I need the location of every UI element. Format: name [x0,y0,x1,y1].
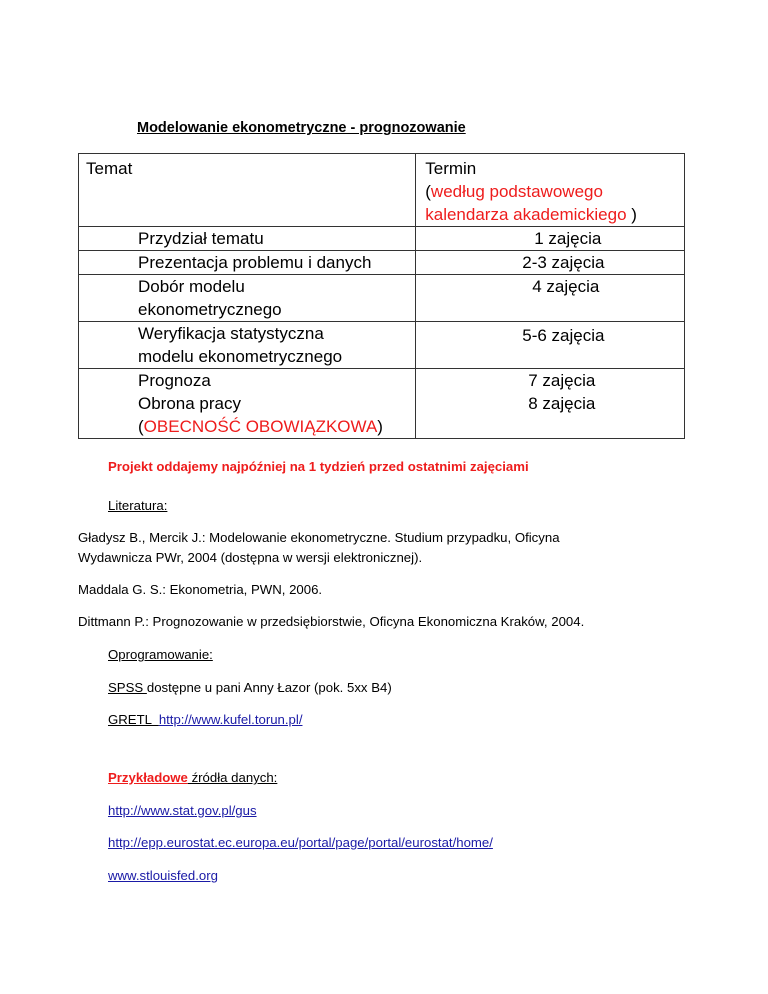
reference-1-line-2: Wydawnicza PWr, 2004 (dostępna w wersji elektronicznej). [78,550,423,565]
column-header-topic: Temat [86,159,133,178]
software-heading: Oprogramowanie: [108,647,213,662]
spss-description: dostępne u pani Anny Łazor (pok. 5xx B4) [146,680,392,695]
page-title: Modelowanie ekonometryczne - prognozowanie [137,120,466,136]
reference-3: Dittmann P.: Prognozowanie w przedsiębiorstwie, Oficyna Ekonomiczna Kraków, 2004. [78,614,585,629]
term-cell: 7 zajęcia 8 zajęcia [528,371,596,413]
literature-heading: Literatura: [108,498,168,513]
reference-2: Maddala G. S.: Ekonometria, PWN, 2006. [78,582,323,597]
deadline-note: Projekt oddajemy najpóźniej na 1 tydzień przed ostatnimi zajęciami [108,459,529,474]
software-gretl [108,712,302,727]
table-row [79,227,685,251]
spss-name: SPSS [108,680,147,695]
term-cell: 5-6 zajęcia [522,326,605,345]
topic-cell: Dobór modelu ekonometrycznego [138,277,282,319]
data-source-link-stlouisfed[interactable]: www.stlouisfed.org [108,868,218,883]
table-header-row [79,154,685,227]
column-header-term: Termin (według podstawowego kalendarza akademickiego ) [425,159,637,224]
term-cell: 2-3 zajęcia [522,253,605,272]
data-source-link-gus[interactable]: http://www.stat.gov.pl/gus [108,803,257,818]
table-row [79,251,685,275]
gretl-link[interactable]: http://www.kufel.torun.pl/ [158,712,303,727]
software-spss [108,680,392,695]
gretl-name: GRETL [108,712,159,727]
topic-cell: Prezentacja problemu i danych [138,253,372,272]
topic-cell: Weryfikacja statystyczna modelu ekonometrycznego [138,324,343,366]
table-row [79,275,685,322]
schedule-table [78,153,685,439]
data-sources-heading: Przykładowe źródła danych: [108,770,278,785]
data-source-link-eurostat[interactable]: http://epp.eurostat.ec.europa.eu/portal/page/portal/eurostat/home/ [108,835,493,850]
term-cell: 4 zajęcia [532,277,600,296]
topic-cell: Przydział tematu [138,229,264,248]
table-row [79,369,685,439]
table-row [79,322,685,369]
topic-cell: Prognoza Obrona pracy (OBECNOŚĆ OBOWIĄZKOWA) [138,371,383,436]
reference-1-line-1: Gładysz B., Mercik J.: Modelowanie ekonometryczne. Studium przypadku, Oficyna [78,530,560,545]
term-cell: 1 zajęcia [534,229,602,248]
